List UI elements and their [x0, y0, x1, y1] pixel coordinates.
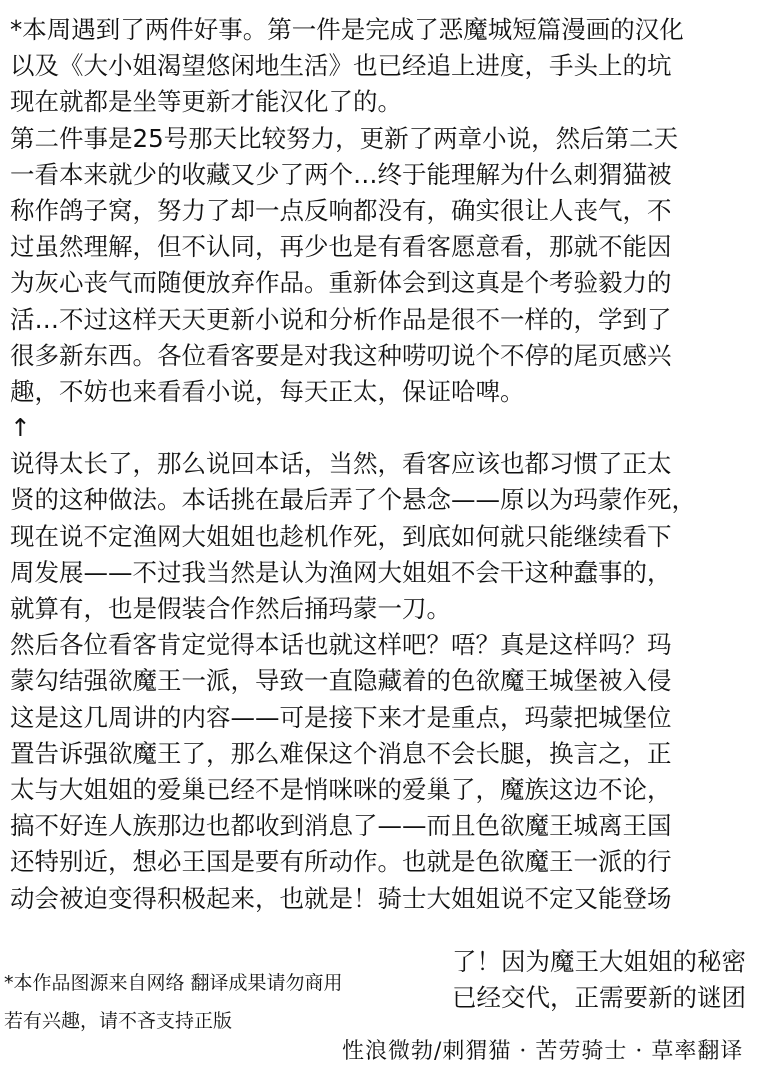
text-line: 就算有，也是假装合作然后捅玛蒙一刀。: [10, 594, 451, 623]
disclaimer-line: 若有兴趣，请不吝支持正版: [4, 1010, 233, 1032]
text-line: 以及《大小姐渴望悠闲地生活》也已经追上进度，手头上的坑: [10, 51, 672, 81]
text-line: 说得太长了，那么说回本话，当然，看客应该也都习惯了正太: [10, 449, 672, 479]
text-continuation: [452, 944, 746, 1016]
text-line: 搞不好连人族那边也都收到消息了——而且色欲魔王城离王国: [10, 811, 672, 841]
text-line: 蒙勾结强欲魔王一派，导致一直隐藏着的色欲魔王城堡被入侵: [10, 666, 672, 696]
main-text-block: [10, 12, 777, 917]
text-line: 过虽然理解，但不认同，再少也是有看客愿意看，那就不能因: [10, 232, 672, 262]
text-line: 一看本来就少的收藏又少了两个…终于能理解为什么刺猬猫被: [10, 159, 672, 189]
text-line: 很多新东西。各位看客要是对我这种唠叨说个不停的尾页感兴: [10, 340, 672, 370]
disclaimer: [4, 964, 343, 1040]
text-line: 太与大姐姐的爱巢已经不是悄咪咪的爱巢了，魔族这边不论，: [10, 774, 672, 804]
text-line: 动会被迫变得积极起来，也就是！骑士大姐姐说不定又能登场: [10, 883, 672, 913]
translator-credits: 性浪微勃/刺猬猫 · 苦劳骑士 · 草率翻译: [342, 1039, 744, 1064]
text-line: 现在就都是坐等更新才能汉化了的。: [10, 87, 402, 117]
arrow-up-icon: ↑: [10, 413, 31, 443]
text-line: 贤的这种做法。本话挑在最后弄了个悬念——原以为玛蒙作死，: [10, 485, 696, 515]
text-line: *本周遇到了两件好事。第一件是完成了恶魔城短篇漫画的汉化: [10, 15, 684, 44]
disclaimer-line: *本作品图源来自网络 翻译成果请勿商用: [4, 972, 343, 994]
text-line: 还特别近，想必王国是要有所动作。也就是色欲魔王一派的行: [10, 847, 672, 877]
text-line: 置告诉强欲魔王了，那么难保这个消息不会长腿，换言之，正: [10, 738, 672, 768]
text-line: 周发展——不过我当然是认为渔网大姐姐不会干这种蠢事的，: [10, 557, 672, 587]
text-line: 然后各位看客肯定觉得本话也就这样吧？唔？真是这样吗？玛: [10, 630, 672, 660]
text-line: 活…不过这样天天更新小说和分析作品是很不一样的，学到了: [10, 304, 672, 334]
text-line: 趣，不妨也来看看小说，每天正太，保证哈啤。: [10, 376, 525, 406]
text-line: 第二件事是25号那天比较努力，更新了两章小说，然后第二天: [10, 123, 679, 153]
text-line: 称作鸽子窝，努力了却一点反响都没有，确实很让人丧气，不: [10, 195, 672, 225]
text-line: 现在说不定渔网大姐姐也趁机作死，到底如何就只能继续看下: [10, 521, 672, 551]
text-line: 这是这几周讲的内容——可是接下来才是重点，玛蒙把城堡位: [10, 702, 672, 732]
text-line: 已经交代，正需要新的谜团: [452, 983, 746, 1012]
text-line: 为灰心丧气而随便放弃作品。重新体会到这真是个考验毅力的: [10, 268, 672, 298]
text-line: 了！因为魔王大姐姐的秘密: [452, 947, 746, 976]
